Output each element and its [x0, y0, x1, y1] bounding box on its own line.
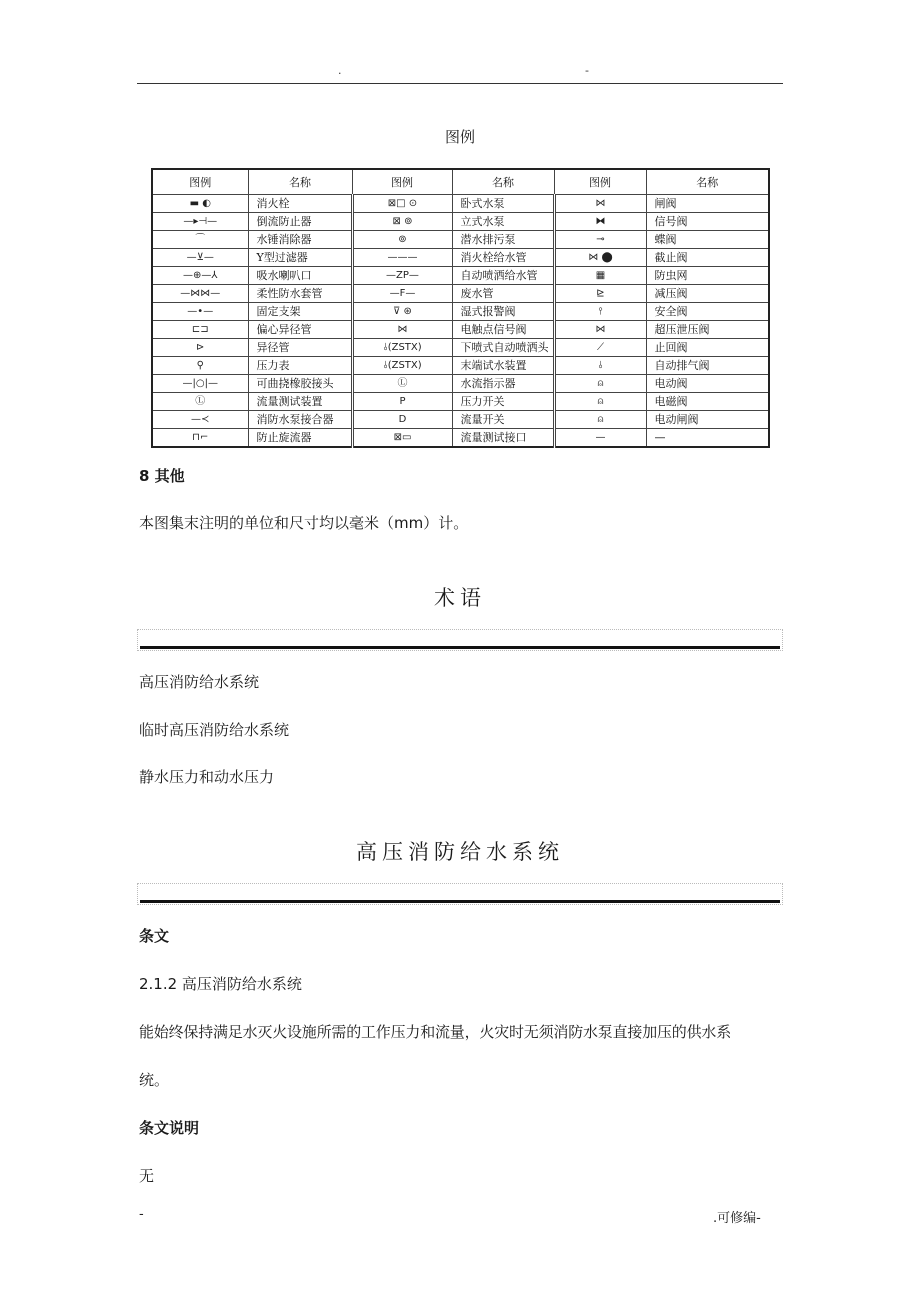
legend-name: 防止旋流器 [248, 429, 352, 448]
legend-symbol-icon: Ⓛ [352, 375, 452, 393]
legend-symbol-icon: —≺ [152, 411, 248, 429]
legend-name: 固定支架 [248, 303, 352, 321]
legend-symbol-icon: ⊠▭ [352, 429, 452, 448]
legend-header-cell: 图例 [352, 169, 452, 195]
header-mark-left: . [338, 64, 342, 77]
legend-symbol-icon: ⊸ [554, 231, 646, 249]
terms-title: 术语 [434, 586, 486, 610]
legend-name: 水锤消除器 [248, 231, 352, 249]
legend-name: 电动闸阀 [646, 411, 769, 429]
legend-symbol-icon: ⊵ [554, 285, 646, 303]
legend-row [152, 321, 769, 339]
legend-name: 消防水泵接合器 [248, 411, 352, 429]
legend-symbol-icon: ⊠ ⊚ [352, 213, 452, 231]
legend-symbol-icon: P [352, 393, 452, 411]
legend-row [152, 357, 769, 375]
legend-row [152, 375, 769, 393]
legend-name: 安全阀 [646, 303, 769, 321]
legend-table [151, 168, 770, 448]
legend-symbol-icon: —⊕—⅄ [152, 267, 248, 285]
hp-system-title: 高压消防给水系统 [356, 840, 564, 864]
term-item: 高压消防给水系统 [139, 673, 260, 691]
legend-name: 湿式报警阀 [452, 303, 554, 321]
legend-symbol-icon: ⫯ [554, 303, 646, 321]
legend-name: 消火栓给水管 [452, 249, 554, 267]
legend-symbol-icon: — [554, 429, 646, 448]
legend-symbol-icon: ⫰ [554, 357, 646, 375]
header-rule [137, 83, 783, 84]
legend-symbol-icon: ⊚ [352, 231, 452, 249]
hp-system-divider [137, 883, 783, 905]
legend-name: 闸阀 [646, 195, 769, 213]
legend-symbol-icon: ⊓⌐ [152, 429, 248, 448]
legend-name: 立式水泵 [452, 213, 554, 231]
clause-text-line2: 统。 [139, 1071, 170, 1089]
header-mark-right: - [585, 64, 589, 77]
legend-row [152, 213, 769, 231]
legend-symbol-icon: ⋈ [352, 321, 452, 339]
explain-text: 无 [139, 1167, 155, 1185]
legend-symbol-icon: Ⓛ [152, 393, 248, 411]
legend-row [152, 231, 769, 249]
legend-symbol-icon: ⍝ [554, 411, 646, 429]
legend-symbol-icon: ⧓ [554, 213, 646, 231]
legend-symbol-icon: —ZP— [352, 267, 452, 285]
footer-left: - [139, 1207, 144, 1222]
legend-name: 末端试水装置 [452, 357, 554, 375]
legend-name: 压力开关 [452, 393, 554, 411]
legend-name: 倒流防止器 [248, 213, 352, 231]
legend-header-cell: 图例 [554, 169, 646, 195]
legend-symbol-icon: ▬ ◐ [152, 195, 248, 213]
legend-symbol-icon: ▦ [554, 267, 646, 285]
legend-symbol-icon: —⋈⋈— [152, 285, 248, 303]
legend-header-row [152, 169, 769, 195]
clause-number: 2.1.2 高压消防给水系统 [139, 975, 302, 993]
legend-symbol-icon: —•— [152, 303, 248, 321]
legend-symbol-icon: ⫰(ZSTX) [352, 339, 452, 357]
explain-heading: 条文说明 [139, 1119, 200, 1137]
legend-symbol-icon: ⟋ [554, 339, 646, 357]
legend-name: 下喷式自动喷洒头 [452, 339, 554, 357]
legend-name: 废水管 [452, 285, 554, 303]
legend-symbol-icon: ⋈ ⬤ [554, 249, 646, 267]
legend-name: 止回阀 [646, 339, 769, 357]
legend-name: — [646, 429, 769, 448]
legend-symbol-icon: ⋈ [554, 195, 646, 213]
clause-text-line1: 能始终保持满足水灭火设施所需的工作压力和流量，火灾时无须消防水泵直接加压的供水系 [139, 1023, 732, 1041]
legend-name: 可曲挠橡胶接头 [248, 375, 352, 393]
legend-row [152, 249, 769, 267]
legend-symbol-icon: ⊳ [152, 339, 248, 357]
legend-name: 电动阀 [646, 375, 769, 393]
legend-name: 流量测试接口 [452, 429, 554, 448]
legend-name: 信号阀 [646, 213, 769, 231]
legend-row [152, 195, 769, 213]
other-heading: 8 其他 [139, 467, 185, 485]
legend-symbol-icon: —|○|— [152, 375, 248, 393]
legend-name: 水流指示器 [452, 375, 554, 393]
legend-name: 流量测试装置 [248, 393, 352, 411]
legend-symbol-icon: ⌒ [152, 231, 248, 249]
footer-right: .可修编- [713, 1211, 761, 1226]
legend-name: 自动排气阀 [646, 357, 769, 375]
legend-header-cell: 名称 [452, 169, 554, 195]
legend-symbol-icon: ⍝ [554, 375, 646, 393]
legend-row [152, 285, 769, 303]
terms-divider [137, 629, 783, 651]
legend-symbol-icon: D [352, 411, 452, 429]
legend-name: 消火栓 [248, 195, 352, 213]
legend-symbol-icon: ⚲ [152, 357, 248, 375]
legend-symbol-icon: ⊠□ ⊙ [352, 195, 452, 213]
legend-symbol-icon: ⊏⊐ [152, 321, 248, 339]
term-item: 临时高压消防给水系统 [139, 721, 290, 739]
legend-name: 吸水喇叭口 [248, 267, 352, 285]
legend-name: 减压阀 [646, 285, 769, 303]
legend-name: 截止阀 [646, 249, 769, 267]
legend-symbol-icon: —▸⊣— [152, 213, 248, 231]
legend-symbol-icon: ——— [352, 249, 452, 267]
legend-symbol-icon: ⫰(ZSTX) [352, 357, 452, 375]
legend-name: 潜水排污泵 [452, 231, 554, 249]
other-text: 本图集末注明的单位和尺寸均以毫米（mm）计。 [139, 514, 469, 532]
legend-header-cell: 图例 [152, 169, 248, 195]
legend-name: 蝶阀 [646, 231, 769, 249]
legend-header-cell: 名称 [646, 169, 769, 195]
legend-name: 偏心异径管 [248, 321, 352, 339]
legend-name: 流量开关 [452, 411, 554, 429]
legend-name: 电触点信号阀 [452, 321, 554, 339]
legend-name: 压力表 [248, 357, 352, 375]
legend-name: 柔性防水套管 [248, 285, 352, 303]
legend-name: 卧式水泵 [452, 195, 554, 213]
legend-symbol-icon: ⍝ [554, 393, 646, 411]
legend-row [152, 339, 769, 357]
legend-row [152, 393, 769, 411]
legend-name: 防虫网 [646, 267, 769, 285]
legend-name: Y型过滤器 [248, 249, 352, 267]
legend-caption: 图例 [444, 128, 475, 146]
legend-symbol-icon: ⋈ [554, 321, 646, 339]
legend-symbol-icon: —⊻— [152, 249, 248, 267]
legend-name: 自动喷洒给水管 [452, 267, 554, 285]
legend-symbol-icon: ⊽ ⊛ [352, 303, 452, 321]
legend-name: 电磁阀 [646, 393, 769, 411]
legend-table-wrap [151, 168, 768, 442]
term-item: 静水压力和动水压力 [139, 768, 275, 786]
legend-name: 超压泄压阀 [646, 321, 769, 339]
legend-row [152, 303, 769, 321]
legend-header-cell: 名称 [248, 169, 352, 195]
legend-row [152, 429, 769, 448]
legend-name: 异径管 [248, 339, 352, 357]
clause-heading: 条文 [139, 927, 170, 945]
legend-row [152, 267, 769, 285]
legend-symbol-icon: —F— [352, 285, 452, 303]
legend-row [152, 411, 769, 429]
